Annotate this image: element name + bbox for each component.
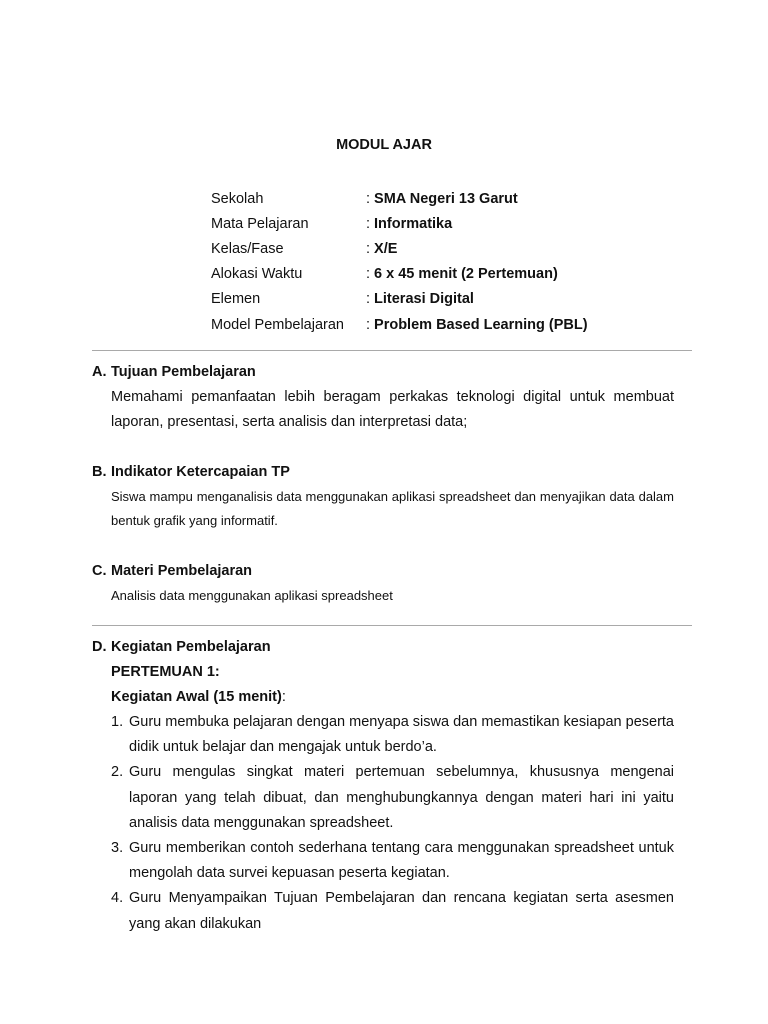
info-label: Mata Pelajaran (211, 215, 309, 232)
info-colon: : (366, 190, 371, 207)
list-item-text: Guru Menyampaikan Tujuan Pembelajaran dan rencana kegiatan serta asesmen yang akan dilakukan (129, 890, 674, 932)
info-label: Model Pembelajaran (211, 316, 344, 333)
info-row-elemen (211, 287, 588, 312)
section-paragraph: Analisis data menggunakan aplikasi spreadsheet (111, 588, 393, 603)
info-label: Alokasi Waktu (211, 266, 303, 283)
divider-line (92, 350, 692, 351)
list-item-text: Guru mengulas singkat materi pertemuan sebelumnya, khususnya mengenai laporan yang telah dibuat, dan menghubungkannya dengan materi hari ini yaitu analisis data menggunakan spreadsheet. (129, 764, 674, 831)
info-colon: : (366, 291, 371, 308)
info-value (366, 266, 558, 282)
info-value (366, 216, 452, 232)
info-value-text: 6 x 45 menit (2 Pertemuan) (374, 266, 558, 283)
list-item-number: 4. (111, 890, 124, 907)
list-item (111, 836, 674, 886)
section-heading-text: Indikator Ketercapaian TP (111, 464, 290, 480)
activity-list (111, 710, 674, 937)
section-heading (92, 635, 674, 660)
info-value-text: Literasi Digital (374, 291, 474, 308)
section-heading-text: Kegiatan Pembelajaran (111, 639, 271, 655)
list-item-text: Guru memberikan contoh sederhana tentang cara menggunakan spreadsheet untuk mengolah data survei kepuasan peserta kegiatan. (129, 840, 674, 882)
info-value (366, 317, 588, 333)
info-label: Sekolah (211, 190, 264, 207)
section-kegiatan (92, 635, 674, 937)
info-colon: : (366, 316, 371, 333)
info-colon: : (366, 215, 371, 232)
section-heading (92, 460, 674, 485)
document-title: MODUL AJAR (336, 137, 432, 153)
info-colon: : (366, 266, 371, 283)
list-item (111, 886, 674, 936)
section-letter: A. (92, 364, 107, 380)
section-letter: B. (92, 464, 107, 480)
section-heading (92, 360, 674, 385)
section-paragraph: Siswa mampu menganalisis data menggunakan aplikasi spreadsheet dan menyajikan data dalam bentuk grafik yang informatif. (111, 489, 674, 528)
info-value-text: Informatika (374, 215, 453, 232)
list-item-number: 3. (111, 840, 124, 857)
section-letter: C. (92, 563, 107, 579)
divider-line (92, 625, 692, 626)
list-item-text: Guru membuka pelajaran dengan menyapa siswa dan memastikan kesiapan peserta didik untuk belajar dan mengajak untuk berdo’a. (129, 714, 674, 756)
info-label: Kelas/Fase (211, 240, 284, 257)
info-colon: : (366, 240, 371, 257)
section-letter: D. (92, 639, 107, 655)
section-heading-text: Materi Pembelajaran (111, 563, 253, 579)
section-paragraph: Memahami pemanfaatan lebih beragam perkakas teknologi digital untuk membuat laporan, presentasi, serta analisis dan interpretasi data; (111, 389, 674, 430)
info-label: Elemen (211, 291, 261, 308)
list-item (111, 710, 674, 760)
info-row-model-pembelajaran (211, 312, 588, 337)
info-value-text: SMA Negeri 13 Garut (374, 190, 518, 207)
list-item (111, 760, 674, 836)
list-item-number: 1. (111, 714, 124, 730)
info-row-mata-pelajaran (211, 211, 588, 236)
meeting-label: PERTEMUAN 1: (111, 664, 220, 680)
activity-subheading-suffix: : (281, 689, 286, 705)
activity-subheading (111, 685, 674, 710)
info-row-kelas-fase (211, 236, 588, 261)
section-materi (92, 559, 674, 608)
info-value (366, 191, 518, 207)
section-heading (92, 559, 674, 584)
section-tujuan-pembelajaran (92, 360, 674, 435)
info-value (366, 291, 474, 307)
info-value (366, 241, 397, 257)
list-item-number: 2. (111, 764, 124, 781)
info-table (211, 186, 588, 337)
info-row-alokasi-waktu (211, 262, 588, 287)
info-value-text: X/E (374, 240, 398, 257)
activity-subheading-text: Kegiatan Awal (15 menit) (111, 689, 282, 705)
section-indikator (92, 460, 674, 533)
info-row-sekolah (211, 186, 588, 211)
info-value-text: Problem Based Learning (PBL) (374, 316, 588, 333)
section-heading-text: Tujuan Pembelajaran (111, 364, 256, 380)
